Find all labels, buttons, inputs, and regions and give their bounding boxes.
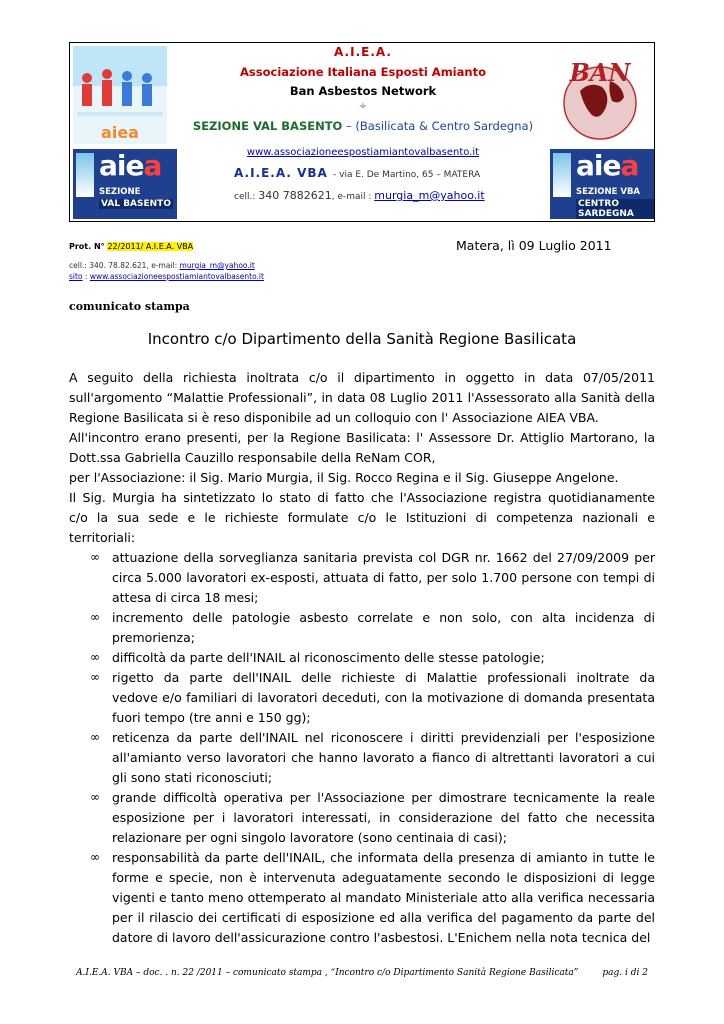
- document-date: Matera, lì 09 Luglio 2011: [456, 238, 612, 253]
- bullet-item: [92, 548, 655, 608]
- bullet-item: [92, 848, 655, 948]
- bullet-icon: ∞: [90, 610, 100, 624]
- ban-asbestos-logo: [550, 51, 648, 143]
- letterhead: [69, 42, 655, 222]
- body-line: Dott.ssa Gabriella Cauzillo responsabile della ReNam COR,: [69, 450, 436, 465]
- badge-caption-2: CENTRO SARDEGNA: [576, 199, 654, 219]
- bullet-line: difficoltà da parte dell'INAIL al riconoscimento delle stesse patologie;: [112, 650, 545, 665]
- badge-centro-sardegna: [550, 149, 654, 219]
- body-line: sull'argomento “Malattie Professionali”, in data 08 Luglio 2011 l'Assessorato alla Sanità della: [69, 390, 655, 405]
- document-title: Incontro c/o Dipartimento della Sanità Regione Basilicata: [147, 330, 577, 348]
- page-footer: [0, 968, 724, 978]
- site-link[interactable]: www.associazioneespostiamiantovalbasento.it: [89, 272, 264, 281]
- body-line: Il Sig. Murgia ha sintetizzato lo stato di fatto che l'Associazione registra quotidianamente: [69, 490, 655, 505]
- network-name: Ban Asbestos Network: [289, 84, 437, 98]
- bullet-line: rigetto da parte dell'INAIL delle richieste di Malattie professionali inoltrate da: [112, 670, 655, 685]
- bullet-line: forme e specie, non è intervenuta adeguatamente secondo le disposizioni di legge: [112, 870, 655, 885]
- badge-caption: SEZIONE VBA: [576, 187, 640, 197]
- bullet-icon: ∞: [90, 670, 100, 684]
- bullet-item: [92, 668, 655, 728]
- badge-mini-logo: [553, 153, 571, 197]
- phone-number: 340 7882621: [258, 189, 332, 202]
- section-region: (Basilicata & Centro Sardegna): [355, 119, 534, 133]
- logo-text: aiea: [101, 123, 139, 142]
- bullet-line: grande difficoltà operativa per l'Associazione per dimostrare tecnicamente la reale: [112, 790, 655, 805]
- badge-caption: SEZIONE: [99, 187, 141, 197]
- bullet-item: [92, 608, 655, 648]
- bullet-line: incremento delle patologie asbesto correlate e non solo, con alta incidenza di: [112, 610, 655, 625]
- bullet-line: attesa di circa 18 mesi;: [112, 590, 259, 605]
- bullet-line: premorienza;: [112, 630, 195, 645]
- bullet-line: vigenti e tanto meno ottemperato al mandato Ministeriale atto alla verifica necessaria: [112, 890, 655, 905]
- vba-name: A.I.E.A. VBA: [234, 166, 328, 180]
- bullet-line: reticenza da parte dell'INAIL nel riconoscere i diritti previdenziali per l'esposizione: [112, 730, 655, 745]
- badge-val-basento: [73, 149, 177, 219]
- body-line: Regione Basilicata si è reso disponibile ad un colloquio con l' Associazione AIEA VBA.: [69, 410, 599, 425]
- bullet-line: fuori tempo (tre anni e 150 gg);: [112, 710, 311, 725]
- email-link[interactable]: murgia_m@yahoo.it: [374, 189, 485, 202]
- bullet-line: per il rilascio dei certificati di esposizione ed alla verifica del pagamento da parte del: [112, 910, 655, 925]
- body-line: per l'Associazione: il Sig. Mario Murgia, il Sig. Rocco Regina e il Sig. Giuseppe Angelone.: [69, 470, 619, 485]
- ban-text: BAN: [569, 58, 631, 87]
- bullet-line: esposizione per i lavoratori interessati, in considerazione del fatto che necessita: [112, 810, 655, 825]
- bullet-line: gli sono stati riconosciuti;: [112, 770, 273, 785]
- bullet-item: [92, 728, 655, 788]
- badge-caption-2: VAL BASENTO: [101, 199, 171, 209]
- badge-mini-logo: [76, 153, 94, 197]
- bullet-line: vedove e/o familiari di lavoratori deceduti, con la motivazione di domanda presentata: [112, 690, 655, 705]
- bullet-item: [92, 788, 655, 848]
- page-number: pag. i di 2: [602, 968, 648, 978]
- vba-address: - via E. De Martino, 65 – MATERA: [333, 170, 481, 180]
- section-name: SEZIONE VAL BASENTO: [192, 119, 343, 133]
- contact-small: cell.: 340. 78.82.621, e-mail: murgia_m@yahoo.it: [69, 261, 255, 270]
- contact-email-link[interactable]: murgia_m@yahoo.it: [179, 261, 255, 270]
- bullet-line: circa 5.000 lavoratori ex-esposti, attuata di fatto, per solo 1.700 persone con tempi di: [112, 570, 655, 585]
- badge-brand: aiea: [99, 149, 162, 182]
- body-line: A seguito della richiesta inoltrata c/o il dipartimento in oggetto in data 07/05/2011: [69, 370, 655, 385]
- org-full-name: Associazione Italiana Esposti Amianto: [240, 65, 486, 79]
- protocol-number: Prot. N° 22/2011/ A.I.E.A. VBA: [69, 242, 194, 251]
- body-line: All'incontro erano presenti, per la Regione Basilicata: l' Assessore Dr. Attiglio Martorano, la: [69, 430, 655, 445]
- section-line: SEZIONE VAL BASENTO – (Basilicata & Centro Sardegna): [192, 119, 534, 133]
- document-type: comunicato stampa: [69, 300, 190, 313]
- badge-brand: aiea: [576, 149, 639, 182]
- bullet-line: all'amianto verso lavoratori che hanno lavorato a fianco di altrettanti lavoratori a cui: [112, 750, 655, 765]
- bullet-icon: ∞: [90, 730, 100, 744]
- site-small: sito : www.associazioneespostiamiantovalbasento.it: [69, 272, 264, 281]
- bullet-line: attuazione della sorveglianza sanitaria prevista col DGR nr. 1662 del 27/09/2009 per: [112, 550, 655, 565]
- contact-line: cell.: 340 7882621, e-mail : murgia_m@yahoo.it: [234, 189, 485, 202]
- footer-text: A.I.E.A. VBA – doc. . n. 22 /2011 – comunicato stampa , “Incontro c/o Dipartimento Sanità Regione Basilicata”: [76, 968, 579, 978]
- org-short-name: A.I.E.A.: [334, 45, 392, 59]
- body-line: c/o la sua sede e le richieste formulate c/o le Istituzioni di competenza nazionali e: [69, 510, 655, 525]
- bullet-icon: ∞: [90, 650, 100, 664]
- vba-line: [234, 166, 480, 180]
- bullet-list: [92, 548, 655, 948]
- website-link[interactable]: www.associazioneespostiamiantovalbasento.it: [246, 147, 480, 158]
- body-line: territoriali:: [69, 530, 136, 545]
- bullet-icon: ∞: [90, 790, 100, 804]
- bullet-icon: ∞: [90, 550, 100, 564]
- bullet-item: [92, 648, 655, 668]
- bullet-line: relazionare per ogni singolo lavoratore (sono centinaia di casi);: [112, 830, 507, 845]
- bullet-icon: ∞: [90, 850, 100, 864]
- bullet-line: responsabilità da parte dell'INAIL, che informata della presenza di amianto in tutte le: [112, 850, 655, 865]
- body-paragraph: [69, 368, 655, 548]
- divider-symbol: ÷: [358, 101, 368, 112]
- bullet-line: datore di lavoro dell'assicurazione contro l'asbestosi. L'Enichem nella nota tecnica del: [112, 930, 651, 945]
